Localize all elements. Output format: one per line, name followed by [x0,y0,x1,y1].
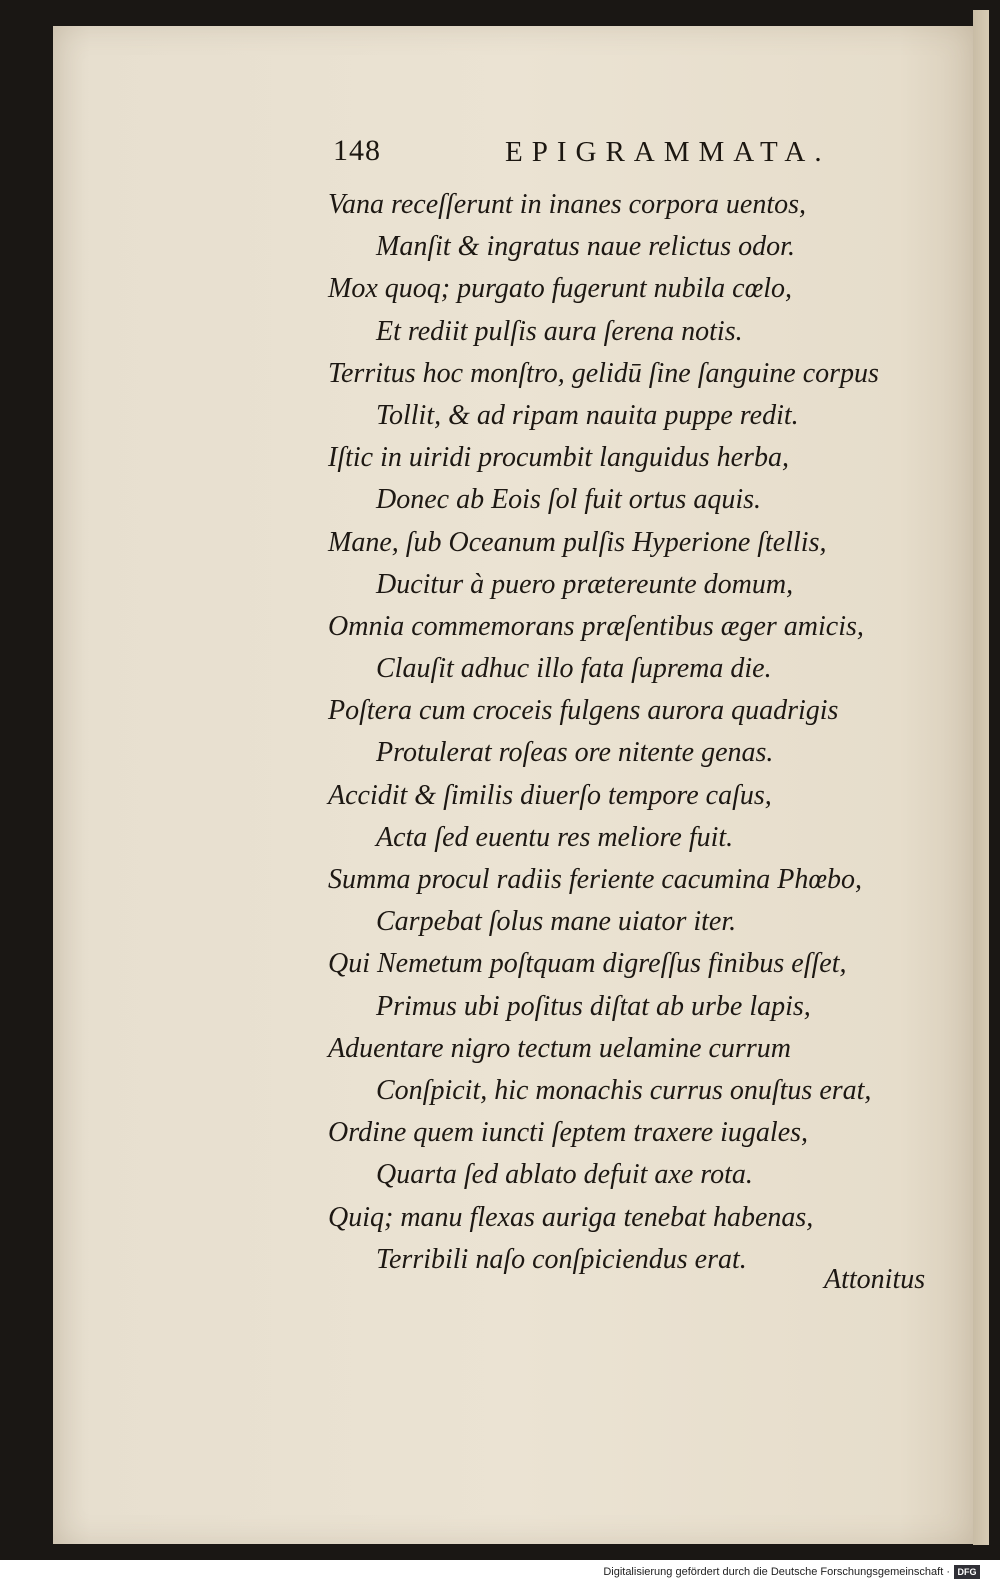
verse-line: Terribili naſo conſpiciendus erat. [376,1243,747,1275]
verse-line: Acta ſed euentu res meliore fuit. [376,821,734,853]
verse-line: Carpebat ſolus mane uiator iter. [376,906,737,938]
verse-line: Ducitur à puero prætereunte domum, [376,568,794,600]
verse-line: Donec ab Eois ſol fuit ortus aquis. [376,484,761,516]
verse-line: Qui Nemetum poſtquam digreſſus finibus eſſet, [328,948,847,980]
digitization-footer [0,1560,1000,1586]
verse-line: Quiq; manu flexas auriga tenebat habenas, [328,1201,814,1233]
verse-line: Iſtic in uiridi procumbit languidus herba, [328,442,789,474]
verse-line: Manſit & ingratus naue relictus odor. [376,231,795,263]
verse-line: Accidit & ſimilis diuerſo tempore caſus, [328,779,772,811]
verse-line: Aduentare nigro tectum uelamine currum [328,1032,791,1064]
verse-line: Protulerat roſeas ore nitente genas. [376,737,774,769]
funding-credit: Digitalisierung gefördert durch die Deutsche Forschungsgemeinschaft · [603,1566,950,1578]
verse-line: Mane, ſub Oceanum pulſis Hyperione ſtellis, [328,526,827,558]
running-head [333,134,873,174]
dfg-logo: DFG [954,1565,980,1579]
verse-line: Mox quoq; purgato fugerunt nubila cœlo, [328,273,793,305]
verse-line: Ordine quem iuncti ſeptem traxere iugales, [328,1117,809,1149]
verse-text [328,184,968,1281]
verse-line: Vana receſſerunt in inanes corpora uentos, [328,189,807,220]
verse-line: Territus hoc monſtro, gelidū ſine ſanguine corpus [328,357,879,389]
running-title: EPIGRAMMATA. [505,136,831,168]
verse-line: Clauſit adhuc illo fata ſuprema die. [376,653,772,685]
catchword: Attonitus [824,1264,926,1295]
verse-line: Quarta ſed ablato defuit axe rota. [376,1159,753,1191]
adjacent-page-edge [973,10,989,1545]
verse-line: Summa procul radiis feriente cacumina Phœbo, [328,864,863,895]
verse-line: Tollit, & ad ripam nauita puppe redit. [376,399,799,431]
verse-line: Omnia commemorans præſentibus æger amicis, [328,610,864,642]
verse-line: Et rediit pulſis aura ſerena notis. [376,315,743,347]
verse-line: Primus ubi poſitus diſtat ab urbe lapis, [376,990,811,1022]
page-number: 148 [333,134,381,167]
verse-line: Poſtera cum croceis fulgens aurora quadrigis [328,695,839,727]
verse-line: Conſpicit, hic monachis currus onuſtus erat, [376,1074,872,1106]
